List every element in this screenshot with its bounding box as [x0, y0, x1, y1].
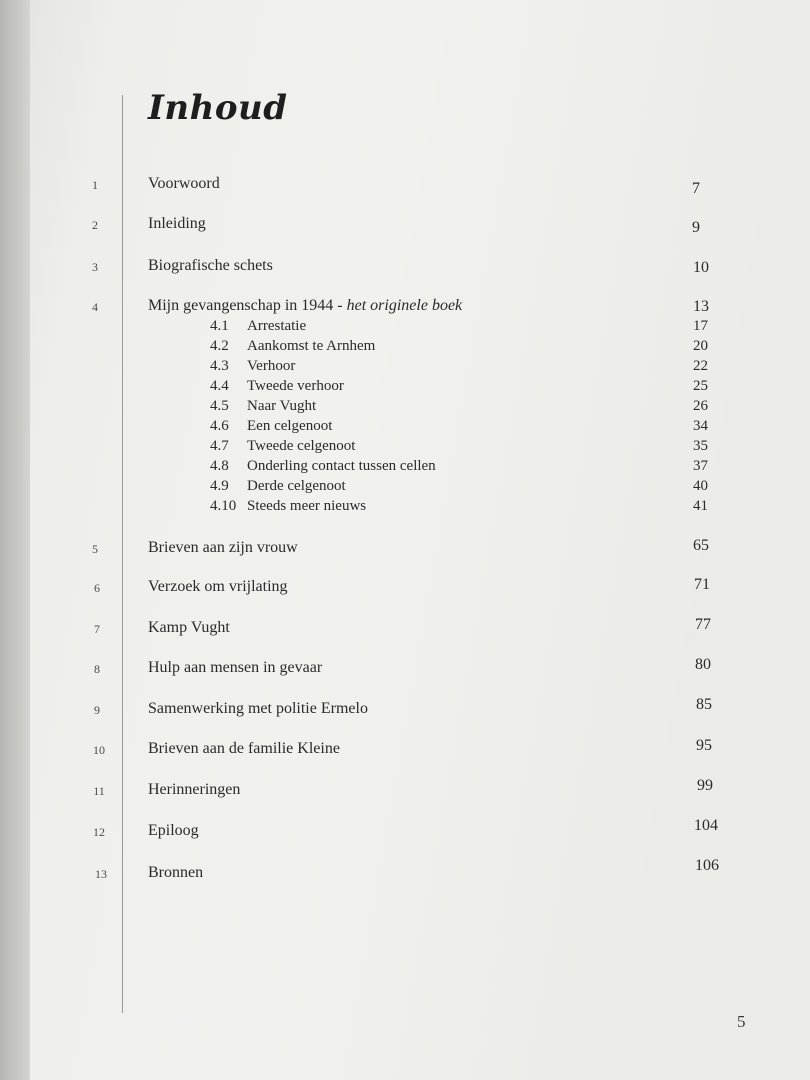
chapter-number: 12 — [93, 825, 105, 839]
chapter-title: Brieven aan zijn vrouw — [148, 539, 298, 556]
chapter-title-text: Mijn gevangenschap in 1944 - — [148, 297, 347, 314]
chapter-title — [148, 297, 462, 315]
vertical-rule — [122, 95, 123, 1013]
subsection-number: 4.8 — [210, 458, 229, 474]
chapter-number: 11 — [93, 784, 105, 798]
chapter-number: 6 — [94, 581, 100, 595]
chapter-page-number: 106 — [695, 857, 719, 874]
chapter-title: Bronnen — [148, 864, 204, 881]
chapter-title: Verzoek om vrijlating — [148, 578, 288, 595]
subsection-number: 4.6 — [210, 418, 229, 434]
subsection-number: 4.4 — [210, 378, 229, 394]
subsection-number: 4.2 — [210, 338, 229, 354]
subsection-number: 4.9 — [210, 478, 229, 494]
chapter-page-number: 65 — [693, 537, 709, 554]
subsection-number: 4.10 — [210, 498, 237, 514]
chapter-page-number: 85 — [696, 696, 712, 713]
chapter-number: 5 — [92, 542, 98, 556]
subsection-page-number: 17 — [693, 318, 708, 334]
chapter-title: Samenwerking met politie Ermelo — [148, 700, 368, 717]
chapter-title: Inleiding — [148, 215, 206, 232]
subsection-title: Steeds meer nieuws — [247, 498, 367, 514]
chapter-title: Herinneringen — [148, 781, 241, 798]
chapter-page-number: 7 — [692, 180, 700, 197]
subsection-title: Naar Vught — [247, 398, 317, 414]
page-title: Inhoud — [148, 88, 288, 128]
subsection-page-number: 20 — [693, 338, 708, 354]
subsection-number: 4.3 — [210, 358, 229, 374]
subsection-title: Een celgenoot — [247, 418, 333, 434]
chapter-number: 2 — [92, 218, 98, 232]
subsection-number: 4.1 — [210, 318, 229, 334]
subsection-page-number: 26 — [693, 398, 708, 414]
chapter-page-number: 71 — [694, 576, 710, 593]
subsection-page-number: 41 — [693, 498, 708, 514]
chapter-page-number: 80 — [695, 656, 711, 673]
subsection-page-number: 25 — [693, 378, 708, 394]
chapter-number: 9 — [94, 703, 100, 717]
chapter-number: 4 — [92, 300, 98, 314]
subsection-title: Arrestatie — [247, 318, 307, 334]
chapter-page-number: 13 — [693, 298, 709, 315]
chapter-title: Voorwoord — [148, 175, 220, 192]
subsection-page-number: 37 — [693, 458, 708, 474]
chapter-page-number: 99 — [697, 777, 713, 794]
subsection-title: Aankomst te Arnhem — [247, 338, 376, 354]
chapter-title: Kamp Vught — [148, 619, 230, 636]
subsection-page-number: 22 — [693, 358, 708, 374]
page-folio-number: 5 — [737, 1012, 746, 1031]
chapter-title: Biografische schets — [148, 257, 273, 274]
chapter-number: 1 — [92, 178, 98, 192]
subsection-title: Onderling contact tussen cellen — [247, 458, 436, 474]
subsection-page-number: 35 — [693, 438, 708, 454]
chapter-page-number: 104 — [694, 817, 718, 834]
subsection-page-number: 40 — [693, 478, 708, 494]
subsection-page-number: 34 — [693, 418, 708, 434]
chapter-title: Hulp aan mensen in gevaar — [148, 659, 323, 676]
subsection-number: 4.7 — [210, 438, 229, 454]
chapter-number: 13 — [95, 867, 107, 881]
chapter-page-number: 9 — [692, 219, 700, 236]
chapter-number: 10 — [93, 743, 105, 757]
chapter-title: Brieven aan de familie Kleine — [148, 740, 340, 757]
subsection-title: Verhoor — [247, 358, 296, 374]
chapter-number: 3 — [92, 260, 98, 274]
subsection-number: 4.5 — [210, 398, 229, 414]
chapter-number: 8 — [94, 662, 100, 676]
chapter-page-number: 95 — [696, 737, 712, 754]
subsection-title: Tweede celgenoot — [247, 438, 356, 454]
subsection-title: Tweede verhoor — [247, 378, 344, 394]
chapter-number: 7 — [94, 622, 100, 636]
binding-shadow — [0, 0, 30, 1080]
subsection-title: Derde celgenoot — [247, 478, 346, 494]
chapter-title: Epiloog — [148, 822, 199, 839]
chapter-page-number: 77 — [695, 616, 711, 633]
chapter-page-number: 10 — [693, 259, 709, 276]
chapter-title-italic: het originele boek — [346, 297, 463, 314]
